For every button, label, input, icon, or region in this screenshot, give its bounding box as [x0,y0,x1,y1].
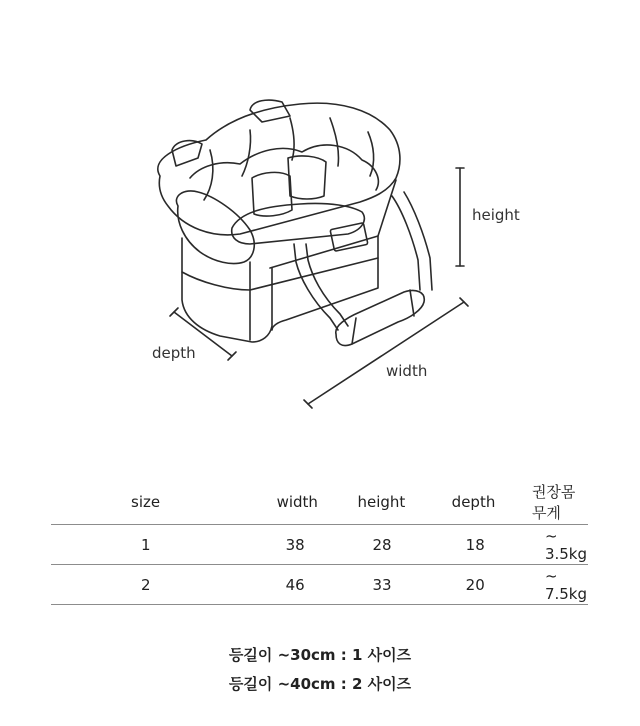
header-height: height [357,480,451,525]
front-bolster [176,191,254,264]
seat-cushion [232,203,365,244]
header-width: width [276,480,357,525]
table-header-row [51,480,588,525]
handle-tab-back [250,100,290,122]
table-row [51,525,588,565]
note-line: 등길이 ~30cm : 1 사이즈 [228,646,412,664]
strap-front [294,244,338,330]
height-label: height [472,206,520,224]
cell-height: 28 [357,525,451,565]
cell-depth: 20 [451,565,531,605]
table-row [51,565,588,605]
cell-weight: ~ 3.5kg [531,525,588,565]
depth-label: depth [152,344,196,362]
size-guide-notes [0,641,640,699]
cell-size: 1 [51,525,276,565]
header-depth: depth [451,480,531,525]
width-label: width [386,362,428,380]
carrier-body [182,238,272,342]
cell-weight: ~ 7.5kg [531,565,588,605]
cell-depth: 18 [451,525,531,565]
width-dimension-line [308,302,464,404]
cell-size: 2 [51,565,276,605]
header-recommended-weight: 권장몸무게 [531,480,588,525]
note-line: 등길이 ~40cm : 2 사이즈 [228,675,412,693]
cell-width: 46 [276,565,357,605]
size-table [51,480,588,605]
header-size: size [51,480,276,525]
cell-width: 38 [276,525,357,565]
name-tag [330,223,368,252]
cell-height: 33 [357,565,451,605]
